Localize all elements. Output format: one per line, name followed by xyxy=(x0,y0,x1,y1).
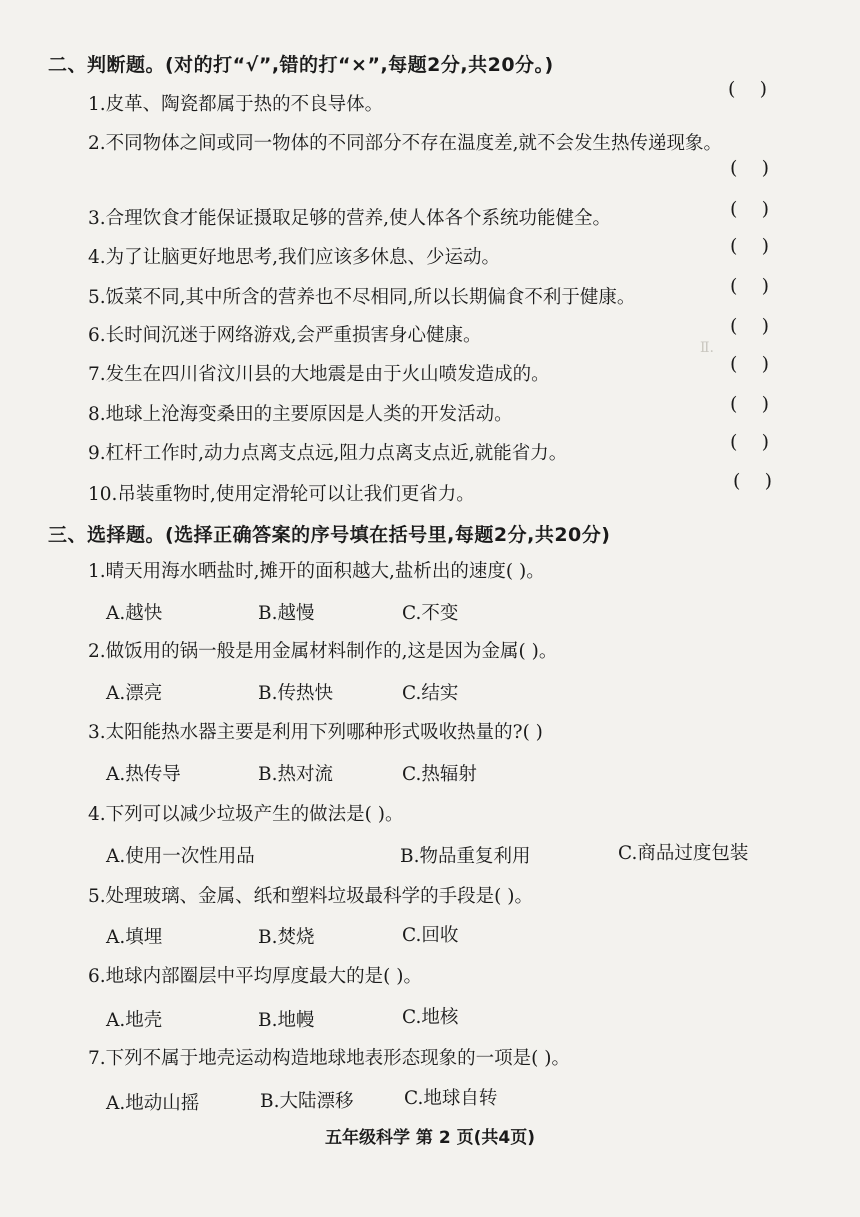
judge-item-2: 2.不同物体之间或同一物体的不同部分不存在温度差,就不会发生热传递现象。 xyxy=(88,133,723,154)
judge-item-8: 8.地球上沧海变桑田的主要原因是人类的开发活动。 xyxy=(88,404,513,425)
choice-7-option-c[interactable]: C.地球自转 xyxy=(404,1088,498,1109)
choice-question-4: 4.下列可以减少垃圾产生的做法是( )。 xyxy=(88,804,404,825)
choice-1-option-a[interactable]: A.越快 xyxy=(106,603,163,624)
choice-3-option-b[interactable]: B.热对流 xyxy=(258,764,333,785)
choice-question-2: 2.做饭用的锅一般是用金属材料制作的,这是因为金属( )。 xyxy=(88,641,558,662)
answer-bracket-8[interactable]: ( ) xyxy=(730,393,769,415)
choice-section-title: 三、选择题。(选择正确答案的序号填在括号里,每题2分,共20分) xyxy=(48,524,611,546)
choice-6-option-a[interactable]: A.地壳 xyxy=(106,1010,163,1031)
judge-item-10: 10.吊装重物时,使用定滑轮可以让我们更省力。 xyxy=(88,484,475,505)
answer-bracket-3[interactable]: ( ) xyxy=(730,198,769,220)
bleed-through-mark: Ⅱ. xyxy=(700,340,714,356)
choice-5-option-b[interactable]: B.焚烧 xyxy=(258,927,315,948)
choice-2-option-a[interactable]: A.漂亮 xyxy=(106,683,163,704)
answer-bracket-7[interactable]: ( ) xyxy=(730,353,769,375)
judge-item-7: 7.发生在四川省汶川县的大地震是由于火山喷发造成的。 xyxy=(88,364,550,385)
answer-bracket-9[interactable]: ( ) xyxy=(730,431,769,453)
judge-item-9: 9.杠杆工作时,动力点离支点远,阻力点离支点近,就能省力。 xyxy=(88,443,568,464)
choice-question-6: 6.地球内部圈层中平均厚度最大的是( )。 xyxy=(88,966,422,987)
choice-5-option-c[interactable]: C.回收 xyxy=(402,925,459,946)
choice-1-option-b[interactable]: B.越慢 xyxy=(258,603,315,624)
choice-question-1: 1.晴天用海水晒盐时,摊开的面积越大,盐析出的速度( )。 xyxy=(88,561,545,582)
answer-bracket-6[interactable]: ( ) xyxy=(730,315,769,337)
choice-2-option-b[interactable]: B.传热快 xyxy=(258,683,333,704)
choice-3-option-a[interactable]: A.热传导 xyxy=(106,764,181,785)
choice-question-7: 7.下列不属于地壳运动构造地球地表形态现象的一项是( )。 xyxy=(88,1048,570,1069)
choice-5-option-a[interactable]: A.填埋 xyxy=(106,927,163,948)
choice-7-option-b[interactable]: B.大陆漂移 xyxy=(260,1091,354,1112)
choice-6-option-c[interactable]: C.地核 xyxy=(402,1007,459,1028)
page-footer: 五年级科学 第 2 页(共4页) xyxy=(325,1128,535,1148)
choice-question-5: 5.处理玻璃、金属、纸和塑料垃圾最科学的手段是( )。 xyxy=(88,886,533,907)
answer-bracket-1[interactable]: ( ) xyxy=(728,78,767,100)
choice-6-option-b[interactable]: B.地幔 xyxy=(258,1010,315,1031)
choice-4-option-c[interactable]: C.商品过度包装 xyxy=(618,843,749,864)
answer-bracket-4[interactable]: ( ) xyxy=(730,235,769,257)
judge-item-4: 4.为了让脑更好地思考,我们应该多休息、少运动。 xyxy=(88,247,501,268)
choice-1-option-c[interactable]: C.不变 xyxy=(402,603,459,624)
choice-4-option-a[interactable]: A.使用一次性用品 xyxy=(106,846,255,867)
choice-7-option-a[interactable]: A.地动山摇 xyxy=(106,1093,200,1114)
judge-item-3: 3.合理饮食才能保证摄取足够的营养,使人体各个系统功能健全。 xyxy=(88,208,612,229)
choice-question-3: 3.太阳能热水器主要是利用下列哪种形式吸收热量的?( ) xyxy=(88,722,543,743)
answer-bracket-5[interactable]: ( ) xyxy=(730,275,769,297)
choice-2-option-c[interactable]: C.结实 xyxy=(402,683,459,704)
judge-section-title: 二、判断题。(对的打“√”,错的打“×”,每题2分,共20分。) xyxy=(48,54,554,76)
judge-item-6: 6.长时间沉迷于网络游戏,会严重损害身心健康。 xyxy=(88,325,482,346)
judge-item-5: 5.饭菜不同,其中所含的营养也不尽相同,所以长期偏食不利于健康。 xyxy=(88,287,636,308)
choice-3-option-c[interactable]: C.热辐射 xyxy=(402,764,477,785)
judge-item-1: 1.皮革、陶瓷都属于热的不良导体。 xyxy=(88,94,384,115)
answer-bracket-2[interactable]: ( ) xyxy=(730,157,769,179)
choice-4-option-b[interactable]: B.物品重复利用 xyxy=(400,846,531,867)
answer-bracket-10[interactable]: ( ) xyxy=(733,470,772,492)
